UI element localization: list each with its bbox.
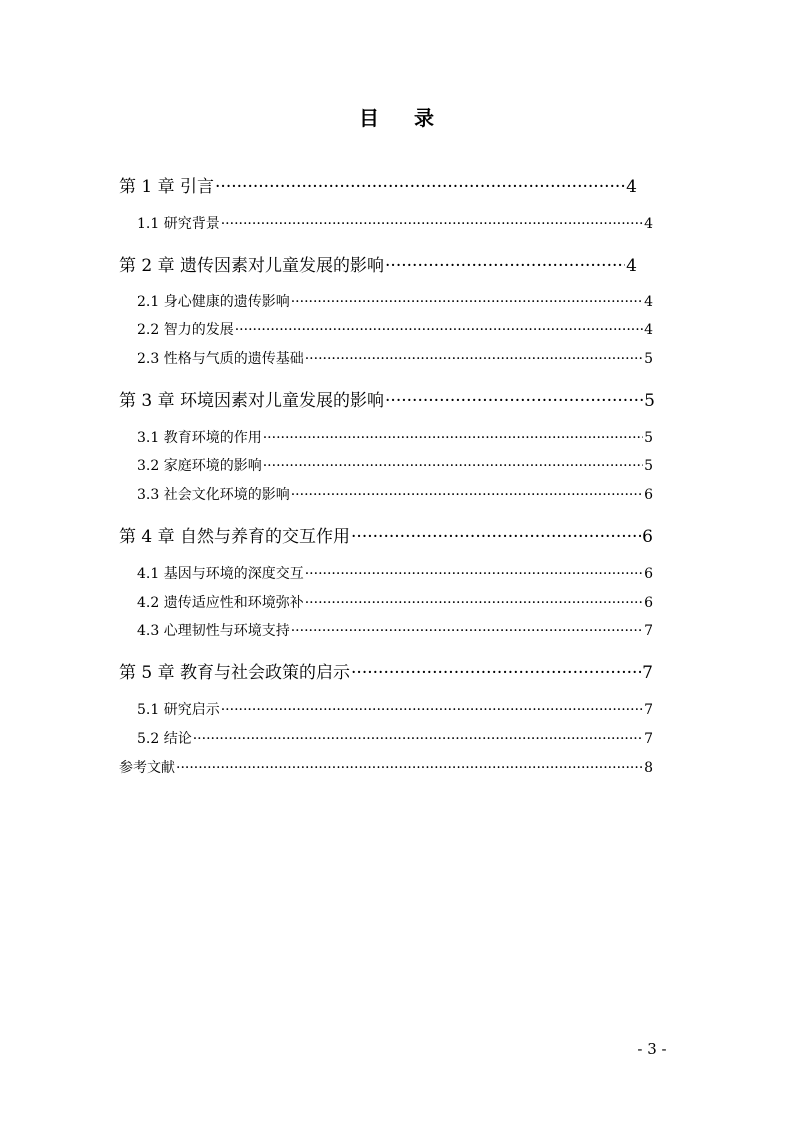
toc-entry-page: 4 bbox=[626, 256, 637, 276]
toc-entry-chapter-1[interactable] bbox=[119, 172, 637, 197]
toc-entry-page: 4 bbox=[644, 322, 653, 338]
toc-entry-label: 第 4 章 自然与养育的交互作用 bbox=[119, 527, 351, 547]
toc-entry-label: 3.2 家庭环境的影响 bbox=[137, 458, 262, 474]
toc-entry-label: 4.1 基因与环境的深度交互 bbox=[137, 566, 304, 582]
dot-leader bbox=[235, 322, 643, 338]
page-number: - 3 - bbox=[637, 1040, 667, 1058]
toc-entry-page: 6 bbox=[644, 566, 653, 582]
toc-entry-page: 8 bbox=[644, 760, 653, 776]
toc-entry-label: 3.3 社会文化环境的影响 bbox=[137, 487, 290, 503]
dot-leader bbox=[385, 256, 625, 276]
toc-entry-label: 4.2 遗传适应性和环境弥补 bbox=[137, 595, 304, 611]
dot-leader bbox=[193, 731, 643, 747]
dot-leader bbox=[215, 177, 625, 197]
toc-entry-section-4-2[interactable] bbox=[137, 592, 653, 612]
toc-entry-label: 2.1 身心健康的遗传影响 bbox=[137, 294, 290, 310]
toc-entry-label: 5.2 结论 bbox=[137, 731, 192, 747]
toc-entry-label: 1.1 研究背景 bbox=[137, 216, 220, 232]
dot-leader bbox=[176, 760, 643, 776]
toc-entry-page: 5 bbox=[644, 391, 655, 411]
toc-entry-section-2-1[interactable] bbox=[137, 291, 653, 311]
toc-entry-page: 5 bbox=[644, 458, 653, 474]
toc-entry-label: 第 1 章 引言 bbox=[119, 177, 215, 197]
toc-entry-page: 4 bbox=[644, 216, 653, 232]
toc-entry-label: 5.1 研究启示 bbox=[137, 702, 220, 718]
toc-entry-page: 7 bbox=[642, 663, 653, 683]
toc-entry-label: 参考文献 bbox=[119, 760, 175, 776]
toc-entry-section-1-1[interactable] bbox=[137, 213, 653, 233]
toc-entry-label: 3.1 教育环境的作用 bbox=[137, 430, 262, 446]
toc-entry-section-5-2[interactable] bbox=[137, 728, 653, 748]
toc-entry-chapter-3[interactable] bbox=[119, 386, 655, 411]
toc-entry-section-4-1[interactable] bbox=[137, 563, 653, 583]
toc-entry-page: 7 bbox=[644, 702, 653, 718]
toc-entry-page: 4 bbox=[644, 294, 653, 310]
toc-entry-section-2-2[interactable] bbox=[137, 319, 653, 339]
toc-entry-section-3-3[interactable] bbox=[137, 484, 653, 504]
toc-entry-section-3-1[interactable] bbox=[137, 427, 653, 447]
toc-title: 目 录 bbox=[359, 106, 448, 130]
toc-entry-page: 7 bbox=[644, 623, 653, 639]
toc-entry-page: 7 bbox=[644, 731, 653, 747]
toc-entry-section-4-3[interactable] bbox=[137, 620, 653, 640]
toc-entry-page: 5 bbox=[644, 430, 653, 446]
dot-leader bbox=[291, 294, 643, 310]
toc-entry-chapter-4[interactable] bbox=[119, 522, 653, 547]
dot-leader bbox=[305, 566, 643, 582]
toc-entry-page: 6 bbox=[644, 487, 653, 503]
dot-leader bbox=[291, 623, 643, 639]
dot-leader bbox=[385, 391, 643, 411]
toc-entry-page: 6 bbox=[644, 595, 653, 611]
dot-leader bbox=[291, 487, 643, 503]
toc-entry-page: 5 bbox=[644, 351, 653, 367]
toc-entry-label: 第 5 章 教育与社会政策的启示 bbox=[119, 663, 351, 683]
toc-entry-section-5-1[interactable] bbox=[137, 699, 653, 719]
toc-entry-page: 6 bbox=[642, 527, 653, 547]
dot-leader bbox=[221, 702, 643, 718]
dot-leader bbox=[263, 458, 643, 474]
toc-entry-page: 4 bbox=[626, 177, 637, 197]
toc-entry-label: 2.3 性格与气质的遗传基础 bbox=[137, 351, 304, 367]
toc-entry-label: 第 3 章 环境因素对儿童发展的影响 bbox=[119, 391, 385, 411]
toc-entry-label: 2.2 智力的发展 bbox=[137, 322, 234, 338]
dot-leader bbox=[221, 216, 643, 232]
toc-entry-label: 4.3 心理韧性与环境支持 bbox=[137, 623, 290, 639]
dot-leader bbox=[305, 351, 643, 367]
dot-leader bbox=[351, 663, 641, 683]
toc-entry-references[interactable] bbox=[119, 757, 653, 777]
toc-entry-section-3-2[interactable] bbox=[137, 455, 653, 475]
toc-entry-label: 第 2 章 遗传因素对儿童发展的影响 bbox=[119, 256, 385, 276]
dot-leader bbox=[351, 527, 641, 547]
dot-leader bbox=[305, 595, 643, 611]
dot-leader bbox=[263, 430, 643, 446]
toc-entry-chapter-5[interactable] bbox=[119, 658, 653, 683]
toc-entry-chapter-2[interactable] bbox=[119, 251, 637, 276]
toc-entry-section-2-3[interactable] bbox=[137, 348, 653, 368]
